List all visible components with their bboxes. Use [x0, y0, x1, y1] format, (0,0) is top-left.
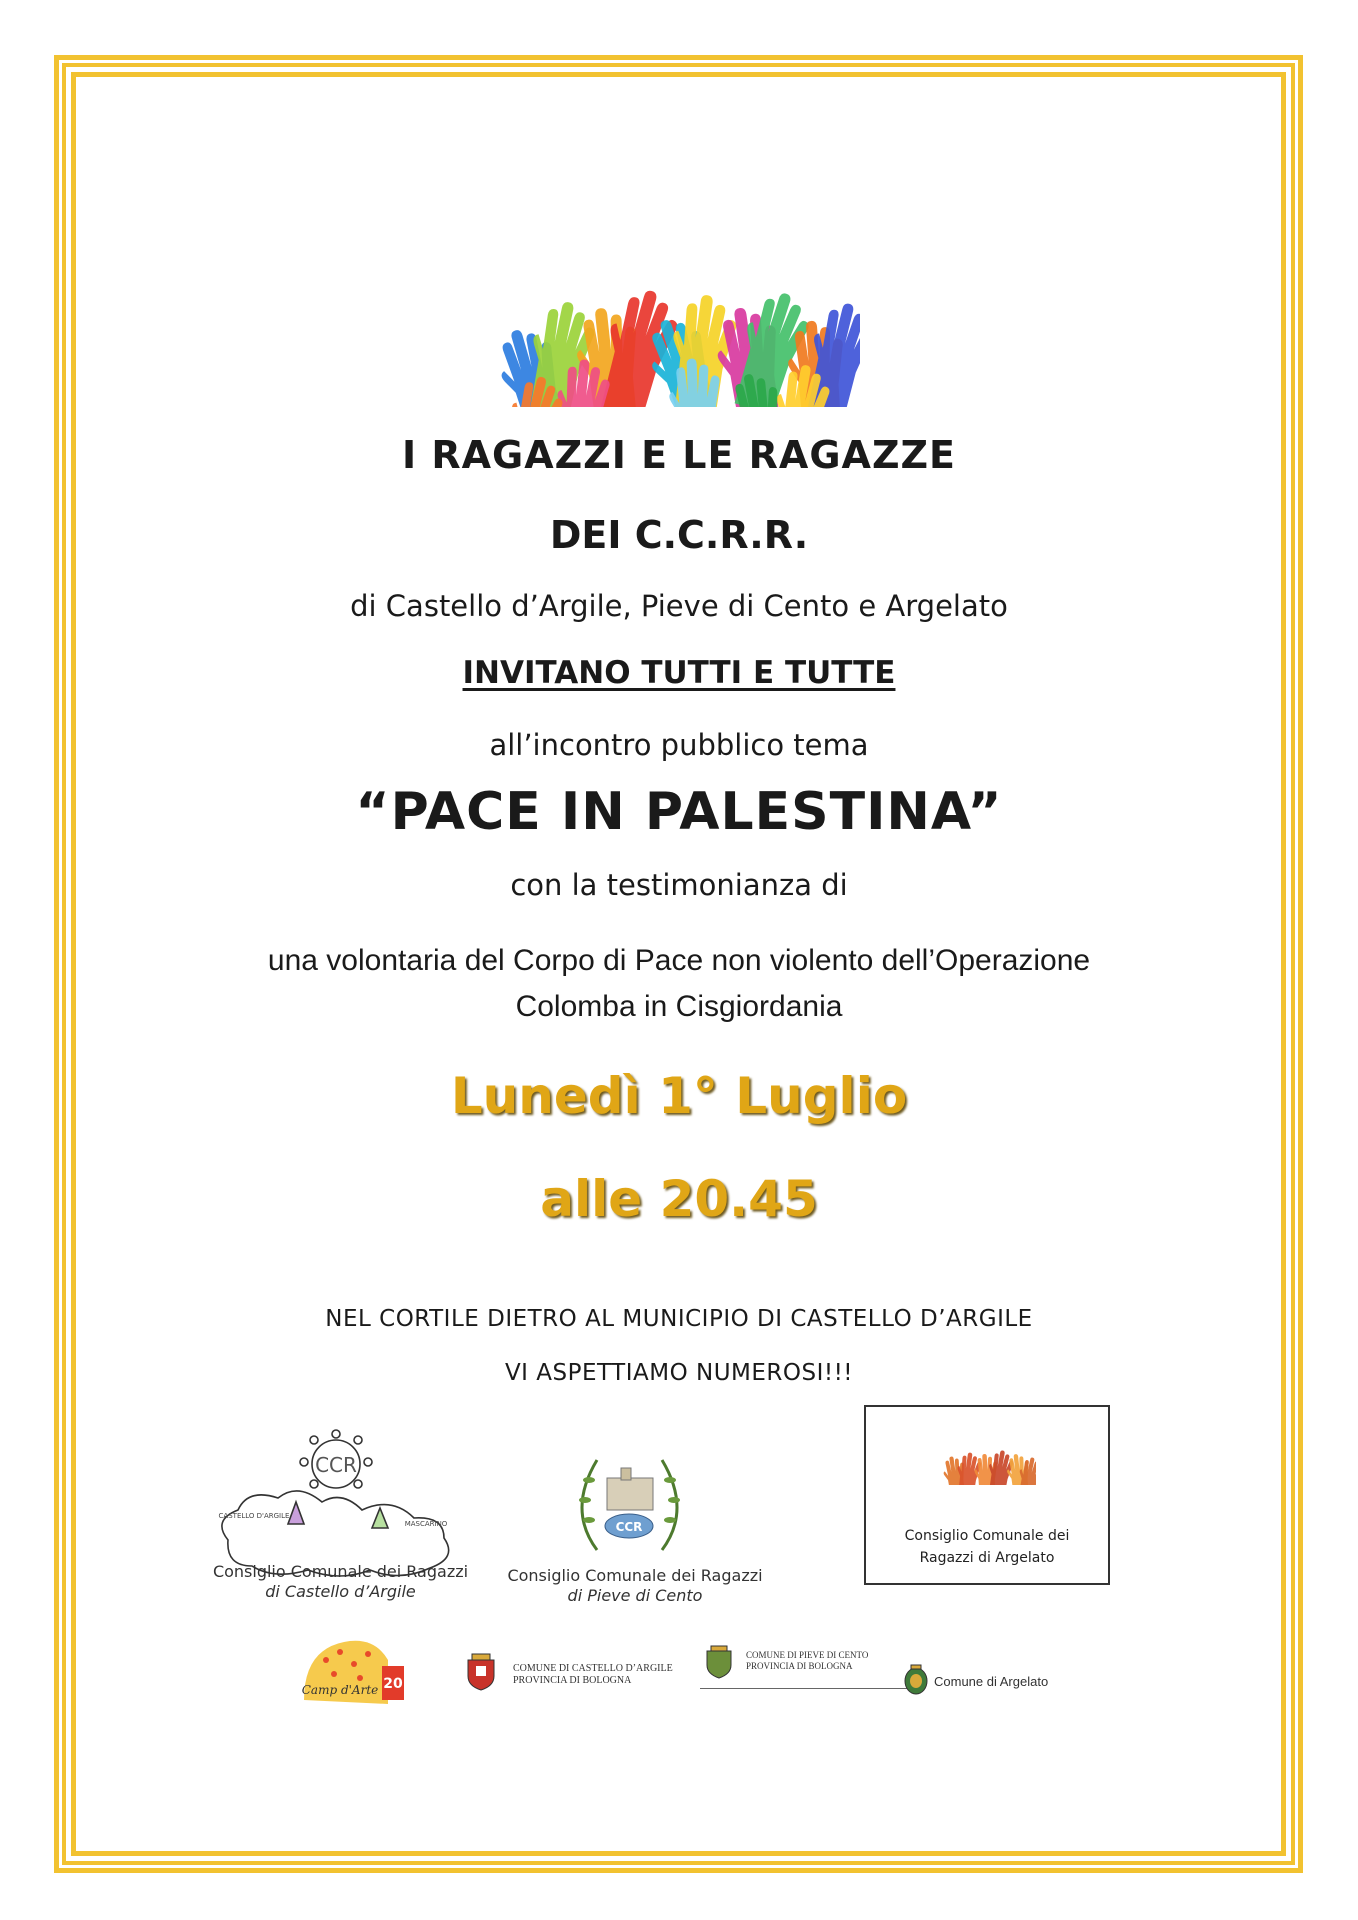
- ccr-pieve-label-2: di Pieve di Cento: [567, 1586, 703, 1605]
- castello-crest-icon: [464, 1652, 498, 1692]
- ccr-castello-center: CCR: [315, 1453, 357, 1477]
- testimony-line-1: una volontaria del Corpo di Pace non violento dell’Operazione: [267, 944, 1091, 977]
- argelato-crest-icon: [903, 1664, 929, 1696]
- ccr-castello-label-2: di Castello d’Argile: [265, 1582, 416, 1601]
- testimony-intro: con la testimonianza di: [510, 868, 848, 902]
- comune-pieve-line2: PROVINCIA DI BOLOGNA: [746, 1661, 853, 1671]
- heading-line-1: I RAGAZZI E LE RAGAZZE: [401, 433, 957, 477]
- event-location: NEL CORTILE DIETRO AL MUNICIPIO DI CASTELLO D’ARGILE: [325, 1306, 1033, 1332]
- ccr-argelato-label-2: Ragazzi di Argelato: [919, 1550, 1055, 1566]
- comune-castello-text: [513, 1663, 673, 1687]
- event-title: “PACE IN PALESTINA”: [355, 782, 1003, 842]
- pieve-crest-icon: [704, 1645, 734, 1681]
- intro-line: all’incontro pubblico tema: [489, 728, 869, 762]
- event-date: Lunedì 1° Luglio: [450, 1067, 908, 1125]
- comune-castello-line2: PROVINCIA DI BOLOGNA: [513, 1675, 632, 1686]
- ccr-pieve-logo: [567, 1440, 692, 1565]
- invite-line: [90, 655, 1268, 691]
- ccr-castello-tag-right: MASCARINO: [404, 1520, 448, 1528]
- comune-pieve-text: [746, 1650, 868, 1672]
- ccr-castello-tag-left: CASTELLO D'ARGILE: [218, 1512, 290, 1520]
- campodarte-label: Camp d'Arte: [301, 1683, 379, 1697]
- ccr-pieve-center: CCR: [615, 1520, 643, 1534]
- ccr-pieve-label-1: Consiglio Comunale dei Ragazzi: [507, 1566, 763, 1585]
- heading-line-2: DEI C.C.R.R.: [549, 513, 809, 557]
- campodarte-logo: [296, 1630, 406, 1710]
- comune-argelato-text: Comune di Argelato: [934, 1674, 1049, 1689]
- ccr-castello-label: [208, 1562, 473, 1602]
- ccr-castello-label-1: Consiglio Comunale dei Ragazzi: [212, 1562, 469, 1581]
- ccr-argelato-label-1: Consiglio Comunale dei: [904, 1528, 1070, 1544]
- testimony-line-2: Colomba in Cisgiordania: [515, 990, 843, 1023]
- event-time: alle 20.45: [540, 1170, 818, 1228]
- comune-pieve-line1: COMUNE DI PIEVE DI CENTO: [746, 1650, 869, 1660]
- ccr-argelato-label: [866, 1525, 1108, 1569]
- raised-hands-illustration: [496, 208, 860, 407]
- testimony-description: [90, 938, 1268, 1030]
- ccr-argelato-logo: [864, 1405, 1110, 1585]
- comune-castello-line1: COMUNE DI CASTELLO D’ARGILE: [513, 1663, 673, 1674]
- divider-line: [700, 1688, 910, 1689]
- small-hands-icon: [940, 1419, 1036, 1485]
- campodarte-badge: 20: [383, 1676, 403, 1692]
- ccr-pieve-label: [505, 1566, 765, 1606]
- closing-line: VI ASPETTIAMO NUMEROSI!!!: [504, 1360, 854, 1386]
- invite-text: INVITANO TUTTI E TUTTE: [462, 655, 896, 691]
- subheading: di Castello d’Argile, Pieve di Cento e Argelato: [350, 589, 1008, 623]
